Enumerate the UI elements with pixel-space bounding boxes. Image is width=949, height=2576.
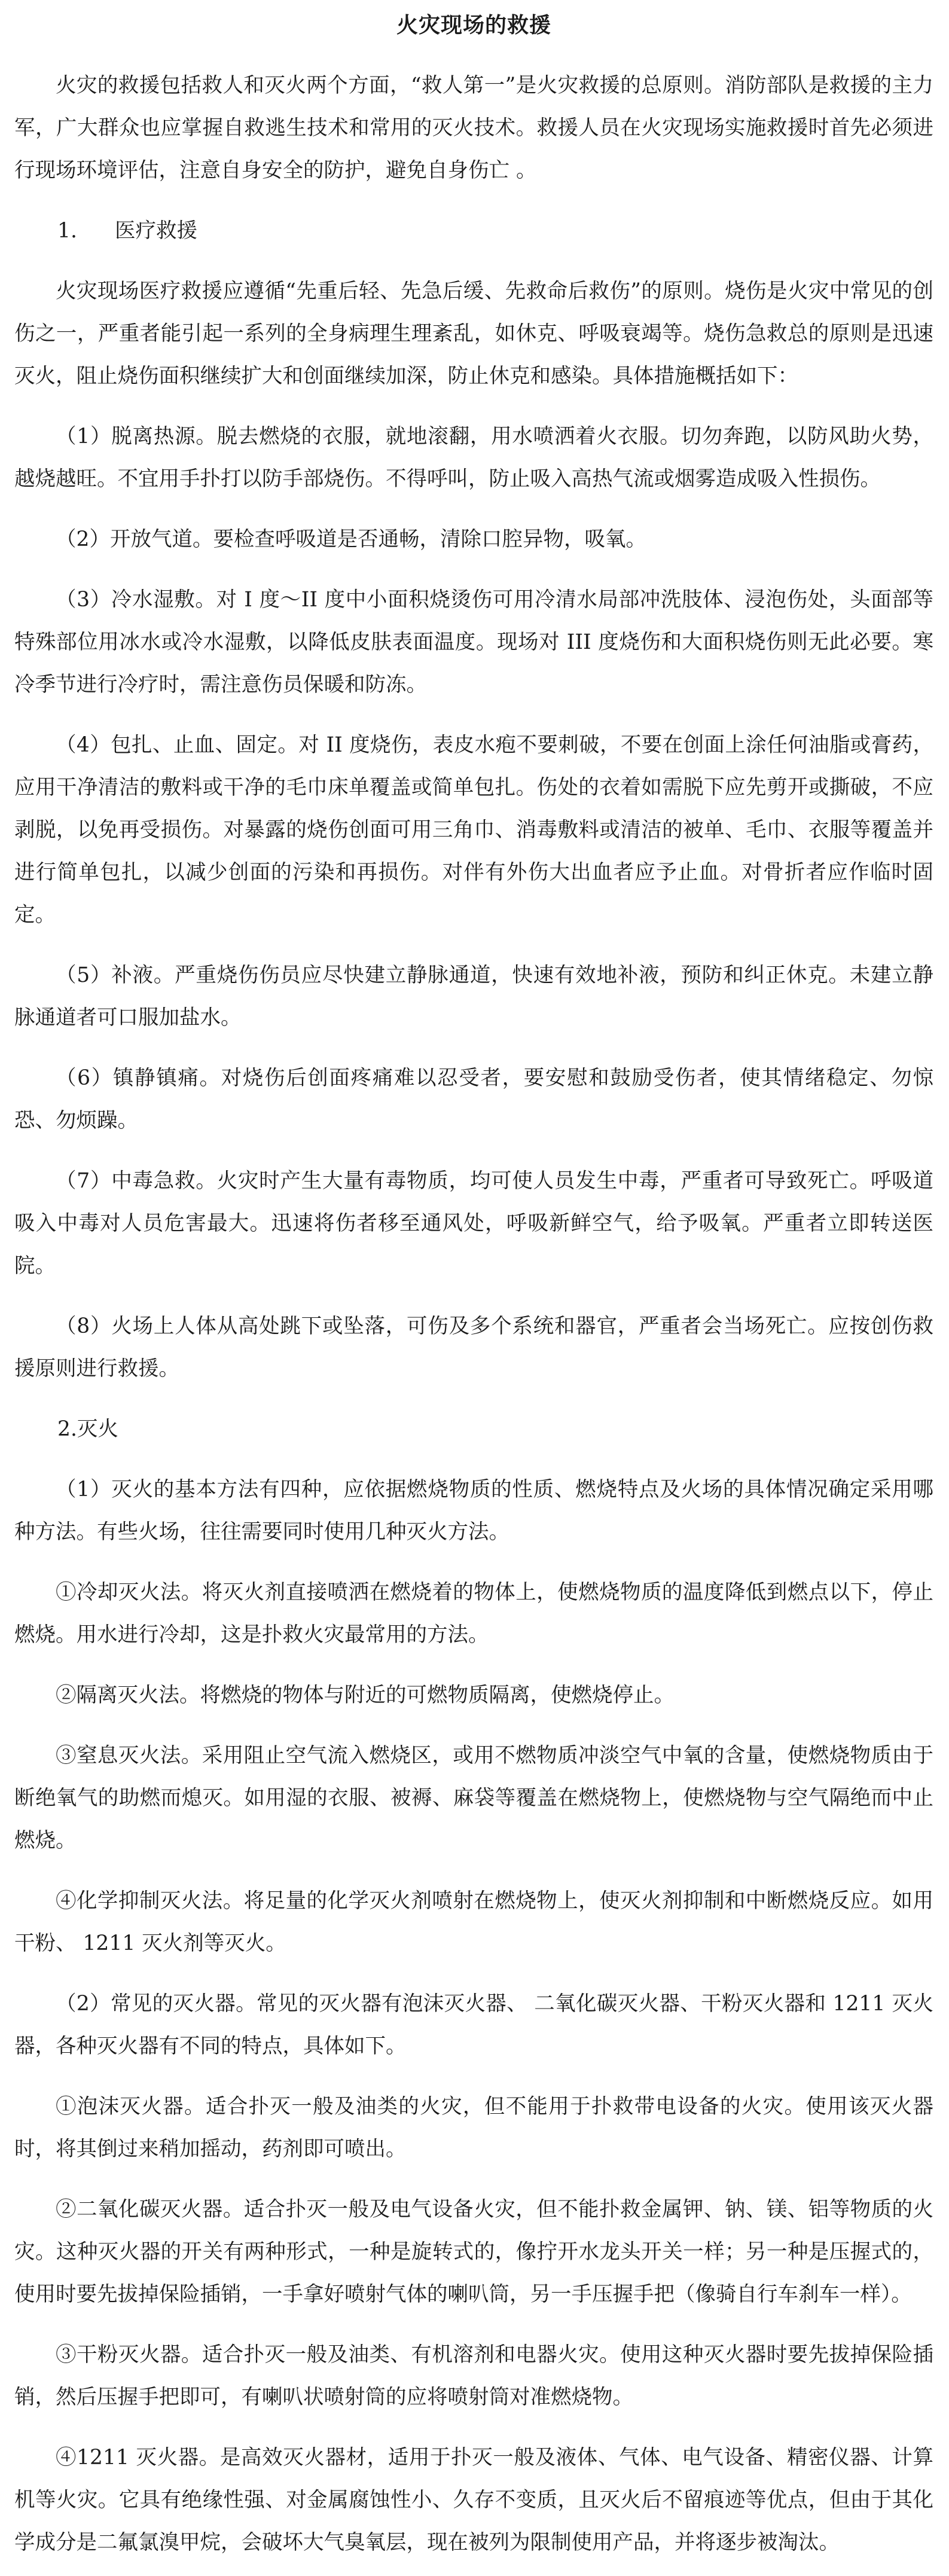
- section-2-paragraph-3: ②隔离灭火法。将燃烧的物体与附近的可燃物质隔离，使燃烧停止。: [56, 1683, 675, 1707]
- section-2-paragraph-10: ④1211 灭火器。是高效灭火器材，适用于扑灭一般及液体、气体、电气设备、精密仪器、计算机等火灾。它具有绝缘性强、对金属腐蚀性小、久存不变质，且灭火后不留痕迹等优点，但由于其化学成分是二氟氯溴甲烷，会破坏大气臭氧层，现在被列为限制使用产品，并将逐步被淘汰。: [14, 2446, 933, 2554]
- section-1-item-6: （6）镇静镇痛。对烧伤后创面疼痛难以忍受者，要安慰和鼓励受伤者，使其情绪稳定、勿惊恐、勿烦躁。: [14, 1066, 933, 1133]
- section-1-item-1: （1）脱离热源。脱去燃烧的衣服，就地滚翻，用水喷洒着火衣服。切勿奔跑，以防风助火势，越烧越旺。不宜用手扑打以防手部烧伤。不得呼叫，防止吸入高热气流或烟雾造成吸入性损伤。: [14, 425, 933, 491]
- intro-paragraph: 火灾的救援包括救人和灭火两个方面，“救人第一”是火灾救援的总原则。消防部队是救援的主力军，广大群众也应掌握自救逃生技术和常用的灭火技术。救援人员在火灾现场实施救援时首先必须进行现场环境评估，注意自身安全的防护，避免自身伤亡 。: [14, 74, 933, 182]
- section-2-paragraph-5: ④化学抑制灭火法。将足量的化学灭火剂喷射在燃烧物上，使灭火剂抑制和中断燃烧反应。如用干粉、 1211 灭火剂等灭火。: [14, 1889, 933, 1955]
- section-2-paragraph-6: （2）常见的灭火器。常见的灭火器有泡沫灭火器、 二氧化碳灭火器、干粉灭火器和 1211 灭火器，各种灭火器有不同的特点，具体如下。: [14, 1992, 933, 2058]
- section-1-item-2: （2）开放气道。要检查呼吸道是否通畅，清除口腔异物，吸氧。: [56, 527, 646, 551]
- section-2-paragraph-9: ③干粉灭火器。适合扑灭一般及油类、有机溶剂和电器火灾。使用这种灭火器时要先拔掉保险插销，然后压握手把即可，有喇叭状喷射筒的应将喷射筒对准燃烧物。: [14, 2343, 933, 2409]
- section-1-item-3: （3）冷水湿敷。对 I 度～II 度中小面积烧烫伤可用冷清水局部冲洗肢体、浸泡伤处，头面部等特殊部位用冰水或冷水湿敷，以降低皮肤表面温度。现场对 III 度烧伤和大面积烧伤则无此必要。寒冷季节进行冷疗时，需注意伤员保暖和防冻。: [14, 588, 933, 697]
- section-1-heading: [14, 210, 933, 252]
- section-1-item-4: （4）包扎、止血、固定。对 II 度烧伤，表皮水疱不要刺破，不要在创面上涂任何油脂或膏药，应用干净清洁的敷料或干净的毛巾床单覆盖或简单包扎。伤处的衣着如需脱下应先剪开或撕破，不应剥脱，以免再受损伤。对暴露的烧伤创面可用三角巾、消毒敷料或清洁的被单、毛巾、衣服等覆盖并进行简单包扎，以减少创面的污染和再损伤。对伴有外伤大出血者应予止血。对骨折者应作临时固定。: [14, 733, 933, 927]
- section-1-item-7: （7）中毒急救。火灾时产生大量有毒物质，均可使人员发生中毒，严重者可导致死亡。呼吸道吸入中毒对人员危害最大。迅速将伤者移至通风处，呼吸新鲜空气，给予吸氧。严重者立即转送医院。: [14, 1169, 933, 1278]
- document-title: 火灾现场的救援: [396, 13, 551, 38]
- section-2-paragraph-4: ③窒息灭火法。采用阻止空气流入燃烧区，或用不燃物质冲淡空气中氧的含量，使燃烧物质由于断绝氧气的助燃而熄灭。如用湿的衣服、被褥、麻袋等覆盖在燃烧物上，使燃烧物与空气隔绝而中止燃烧。: [14, 1744, 933, 1852]
- section-1-intro: 火灾现场医疗救援应遵循“先重后轻、先急后缓、先救命后救伤”的原则。烧伤是火灾中常见的创伤之一，严重者能引起一系列的全身病理生理紊乱，如休克、呼吸衰竭等。烧伤急救总的原则是迅速灭火，阻止烧伤面积继续扩大和创面继续加深，防止休克和感染。具体措施概括如下：: [14, 279, 933, 388]
- section-2-paragraph-8: ②二氧化碳灭火器。适合扑灭一般及电气设备火灾，但不能扑救金属钾、钠、镁、铝等物质的火灾。这种灭火器的开关有两种形式，一种是旋转式的，像拧开水龙头开关一样；另一种是压握式的，使用时要先拔掉保险插销，一手拿好喷射气体的喇叭筒，另一手压握手把（像骑自行车刹车一样）。: [14, 2197, 933, 2306]
- section-2-paragraph-2: ①冷却灭火法。将灭火剂直接喷洒在燃烧着的物体上，使燃烧物质的温度降低到燃点以下，停止燃烧。用水进行冷却，这是扑救火灾最常用的方法。: [14, 1580, 933, 1647]
- section-1-item-8: （8）火场上人体从高处跳下或坠落，可伤及多个系统和器官，严重者会当场死亡。应按创伤救援原则进行救援。: [14, 1314, 933, 1381]
- section-2-paragraph-1: （1）灭火的基本方法有四种，应依据燃烧物质的性质、燃烧特点及火场的具体情况确定采用哪种方法。有些火场，往往需要同时使用几种灭火方法。: [14, 1478, 933, 1544]
- section-1-number: 1.: [57, 219, 77, 243]
- section-1-title: 医疗救援: [115, 219, 197, 243]
- section-2-heading: 2.灭火: [57, 1417, 118, 1441]
- section-2-paragraph-7: ①泡沫灭火器。适合扑灭一般及油类的火灾，但不能用于扑救带电设备的火灾。使用该灭火器时，将其倒过来稍加摇动，药剂即可喷出。: [14, 2095, 933, 2161]
- section-1-item-5: （5）补液。严重烧伤伤员应尽快建立静脉通道，快速有效地补液，预防和纠正休克。未建立静脉通道者可口服加盐水。: [14, 963, 933, 1030]
